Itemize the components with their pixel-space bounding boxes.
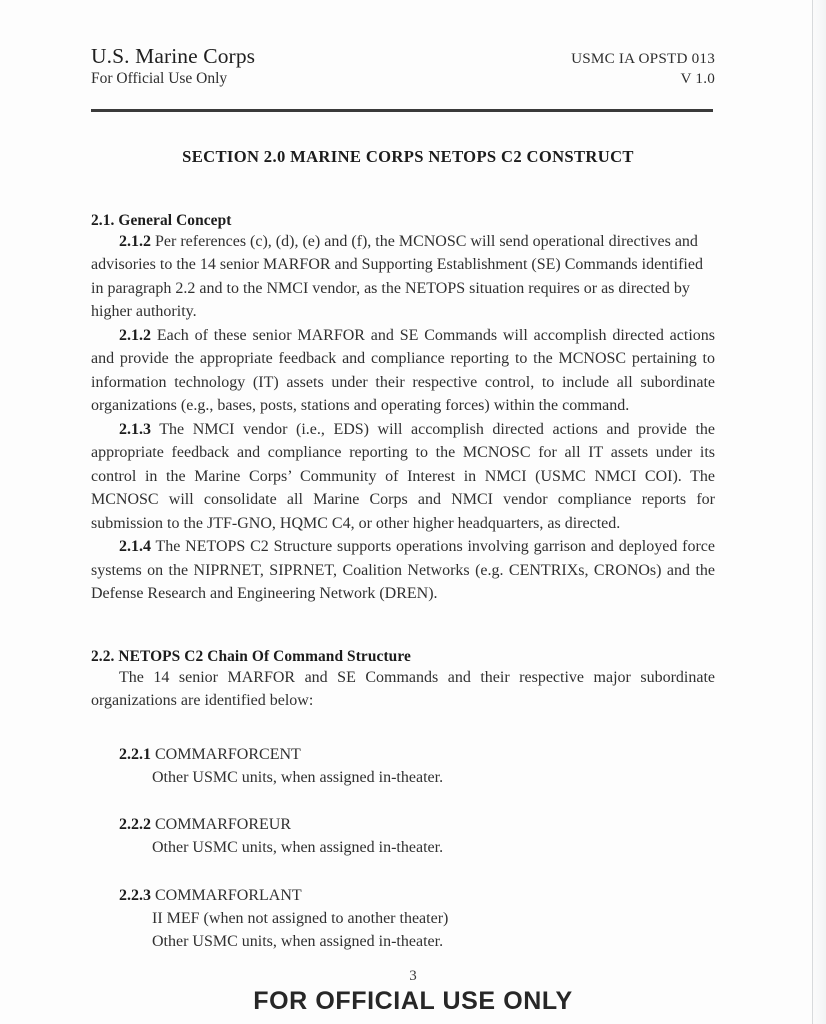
command-unit: II MEF (when not assigned to another theater) (152, 909, 449, 927)
document-id: USMC IA OPSTD 013 (571, 50, 715, 67)
document-version: V 1.0 (680, 69, 715, 87)
page-number: 3 (409, 968, 417, 984)
document-header (91, 0, 715, 89)
page-content (91, 0, 715, 977)
heading-general-concept: 2.1. General Concept (91, 211, 232, 229)
command-name: COMMARFOREUR (155, 816, 292, 834)
heading-chain-of-command: 2.2. NETOPS C2 Chain Of Command Structure (91, 647, 411, 665)
paragraph-text: Each of these senior MARFOR and SE Commands will accomplish directed actions and provide the appropriate feedback and compliance reporting to the MCNOSC pertaining to information technology (IT) assets under their respective control, to include all subordinate organizations (e.g., bases, posts, stations and operating forces) within the command. (91, 326, 715, 415)
list-item (91, 813, 715, 859)
paragraph-2-1-3 (91, 418, 715, 536)
footer-classification: FOR OFFICIAL USE ONLY (253, 987, 573, 1015)
paragraph-number: 2.1.2 (119, 326, 151, 344)
paragraph-text: The NETOPS C2 Structure supports operations involving garrison and deployed force systems on the NIPRNET, SIPRNET, Coalition Networks (e.g. CENTRIXs, CRONOs) and the Defense Research and Engineering Network (DREN). (91, 538, 715, 603)
command-number: 2.2.1 (119, 745, 151, 763)
header-classification: For Official Use Only (91, 70, 228, 88)
paragraph-2-1-2-a (91, 230, 715, 324)
command-name: COMMARFORLANT (155, 886, 302, 904)
command-heading (91, 743, 715, 766)
command-unit: Other USMC units, when assigned in-theater. (152, 769, 444, 787)
list-item (91, 743, 715, 789)
paragraph-number: 2.1.4 (119, 538, 151, 556)
command-unit: Other USMC units, when assigned in-theater. (152, 933, 444, 951)
page-edge-shadow (813, 0, 826, 1024)
paragraph-number: 2.1.3 (119, 420, 151, 438)
section-title: SECTION 2.0 MARINE CORPS NETOPS C2 CONSTRUCT (182, 146, 634, 166)
header-left-block (91, 44, 255, 89)
command-number: 2.2.3 (119, 886, 151, 904)
command-unit: Other USMC units, when assigned in-theater. (152, 839, 444, 857)
paragraph-2-1-4 (91, 535, 715, 606)
list-item (91, 884, 715, 954)
command-list (91, 743, 715, 953)
document-footer (0, 968, 826, 1016)
command-heading (91, 884, 715, 907)
paragraph-text: The NMCI vendor (i.e., EDS) will accomplish directed actions and provide the appropriate feedback and compliance reporting to the MCNOSC for all IT assets under its control in the Marine Corps’ Community of Interest in NMCI (USMC NMCI COI). The MCNOSC will consolidate all Marine Corps and NMCI vendor compliance reports for submission to the JTF-GNO, HQMC C4, or other higher headquarters, as directed. (91, 420, 715, 532)
organization-title: U.S. Marine Corps (91, 44, 256, 68)
header-right-block (571, 44, 715, 89)
command-number: 2.2.2 (119, 816, 151, 834)
page-edge-line (812, 0, 813, 1024)
paragraph-2-1-2-b (91, 324, 715, 418)
paragraph-number: 2.1.2 (119, 232, 151, 250)
paragraph-text: Per references (c), (d), (e) and (f), the MCNOSC will send operational directives and advisories to the 14 senior MARFOR and Supporting Establishment (SE) Commands identified in paragraph 2.2 and to the NMCI vendor, as the NETOPS situation requires or as directed by higher authority. (91, 232, 703, 321)
header-divider-rule (91, 109, 713, 112)
paragraph-chain-intro: The 14 senior MARFOR and SE Commands and their respective major subordinate organizations are identified below: (91, 668, 715, 710)
command-name: COMMARFORCENT (155, 745, 301, 763)
command-heading (91, 813, 715, 836)
